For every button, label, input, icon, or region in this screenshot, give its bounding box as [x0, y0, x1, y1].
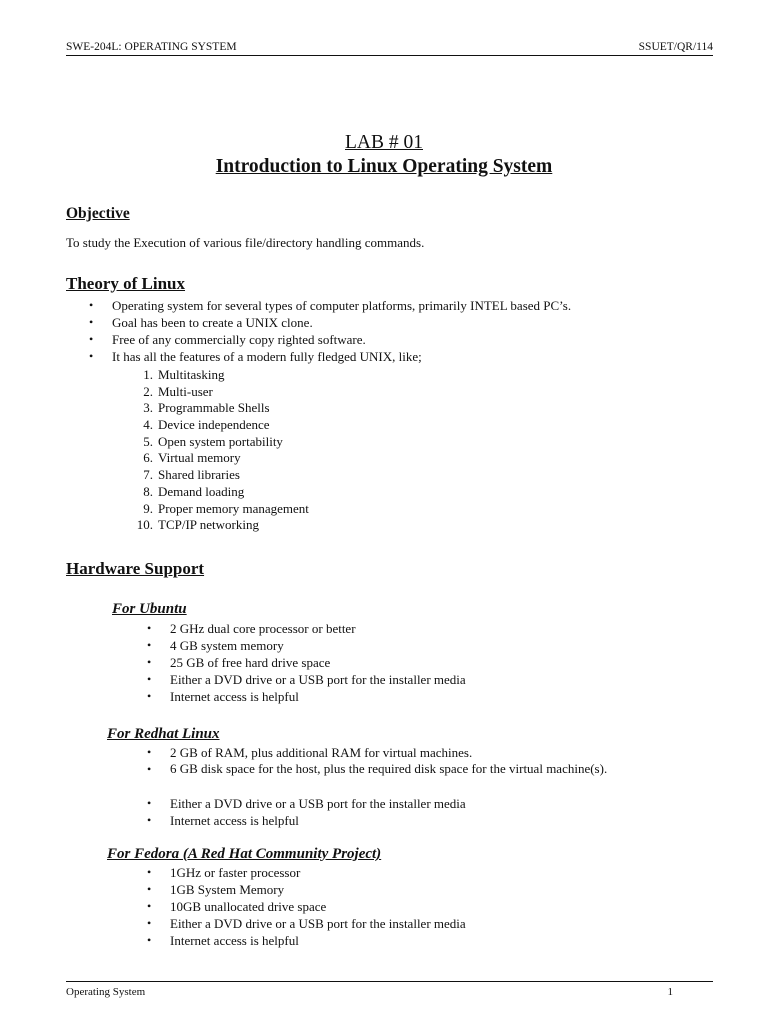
item-text: Virtual memory — [158, 450, 241, 466]
list-item — [136, 517, 309, 534]
list-item: • 1GB System Memory — [170, 881, 466, 898]
list-item — [170, 761, 630, 795]
page-header — [66, 41, 713, 56]
item-text: Programmable Shells — [158, 400, 270, 416]
list-item — [143, 367, 309, 384]
footer-title: Operating System — [66, 986, 146, 998]
list-item — [143, 400, 309, 417]
item-text: Multi-user — [158, 383, 213, 399]
fedora-heading: For Fedora (A Red Hat Community Project) — [107, 846, 382, 862]
list-item: • Either a DVD drive or a USB port for the installer media — [170, 795, 630, 812]
item-number: 8. — [143, 483, 153, 499]
lab-title: Introduction to Linux Operating System — [215, 156, 553, 177]
header-code: SSUET/QR/114 — [638, 41, 713, 53]
list-item — [143, 483, 309, 501]
item-text: Shared libraries — [158, 467, 240, 483]
list-item — [143, 383, 309, 401]
list-item: • Internet access is helpful — [170, 688, 466, 705]
list-item: • Internet access is helpful — [170, 812, 630, 829]
list-item: • Operating system for several types of computer platforms, primarily INTEL based PC’s. — [112, 297, 571, 314]
page-number: 1 — [667, 986, 673, 998]
list-item: • 10GB unallocated drive space — [170, 898, 466, 915]
page-footer — [66, 981, 713, 998]
ubuntu-list — [170, 620, 466, 705]
list-item: • Goal has been to create a UNIX clone. — [112, 314, 571, 331]
hardware-heading: Hardware Support — [66, 559, 205, 578]
list-item — [143, 417, 309, 434]
header-course: SWE-204L: OPERATING SYSTEM — [66, 41, 237, 53]
item-text: Device independence — [158, 417, 270, 433]
list-item — [143, 500, 309, 518]
features-list — [136, 367, 309, 534]
list-item: • 25 GB of free hard drive space — [170, 654, 466, 671]
item-text: Demand loading — [158, 483, 245, 499]
item-number: 1. — [143, 367, 153, 382]
item-text: Multitasking — [158, 367, 225, 382]
list-item — [143, 467, 309, 484]
redhat-list — [170, 744, 630, 829]
list-item: • 2 GB of RAM, plus additional RAM for virtual machines. — [170, 744, 630, 761]
item-number: 10. — [136, 517, 153, 533]
ubuntu-heading: For Ubuntu — [112, 601, 187, 617]
item-number: 5. — [143, 433, 153, 449]
item-text: TCP/IP networking — [158, 517, 259, 533]
objective-heading: Objective — [66, 205, 130, 222]
item-text: • 6 GB disk space for the host, plus the required disk space for the virtual machine(s). — [170, 761, 608, 776]
list-item: • 1GHz or faster processor — [170, 864, 466, 881]
item-number: 2. — [143, 383, 153, 399]
item-number: 9. — [143, 500, 153, 516]
list-item — [143, 450, 309, 467]
item-text: Proper memory management — [158, 500, 309, 516]
objective-text: To study the Execution of various file/directory handling commands. — [66, 235, 425, 250]
list-item: • Free of any commercially copy righted software. — [112, 331, 571, 348]
list-item — [143, 433, 309, 451]
theory-bullets — [112, 297, 571, 365]
item-text: Open system portability — [158, 433, 283, 449]
item-number: 4. — [143, 417, 153, 433]
fedora-list — [170, 864, 466, 949]
list-item: • 2 GHz dual core processor or better — [170, 620, 466, 637]
list-item: • Either a DVD drive or a USB port for the installer media — [170, 915, 466, 932]
item-number: 6. — [143, 450, 153, 466]
list-item: • Either a DVD drive or a USB port for the installer media — [170, 671, 466, 688]
list-item: • Internet access is helpful — [170, 932, 466, 949]
list-item: • 4 GB system memory — [170, 637, 466, 654]
lab-number: LAB # 01 — [345, 132, 423, 153]
item-number: 3. — [143, 400, 153, 416]
list-item: • It has all the features of a modern fully fledged UNIX, like; — [112, 348, 571, 365]
item-number: 7. — [143, 467, 153, 483]
redhat-heading: For Redhat Linux — [107, 726, 220, 742]
theory-heading: Theory of Linux — [66, 274, 186, 293]
